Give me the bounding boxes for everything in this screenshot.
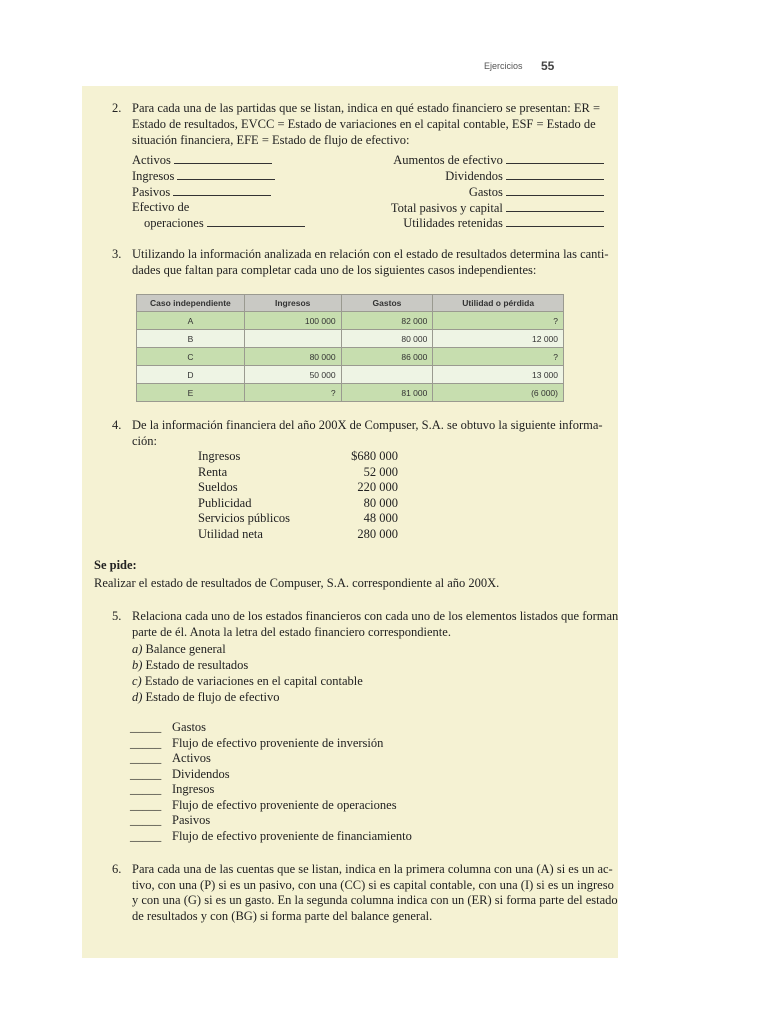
column-header: Gastos [341,295,433,312]
table-row [137,384,564,402]
ex5-item: _____ Pasivos [130,813,211,827]
ex4-label: Utilidad neta [198,527,263,541]
ex2-item-ingresos: Ingresos [132,168,275,185]
ex2-item-efectivo: Efectivo de [132,200,190,214]
ex6-number: 6. [112,862,122,876]
table-cell: 81 000 [341,384,433,402]
table-cell: 13 000 [433,366,564,384]
ex5-item: _____ Flujo de efectivo proveniente de inversión [130,736,384,750]
table-cell: E [137,384,245,402]
ex2-item-aumentos: Aumentos de efectivo [393,152,604,169]
ex6-line-3: y con una (G) si es un gasto. En la segunda columna indica con un (ER) si forma parte del estado [132,893,618,907]
table-cell: 82 000 [341,312,433,330]
table-cell: 50 000 [244,366,341,384]
ex2-line-2: Estado de resultados, EVCC = Estado de variaciones en el capital contable, ESF = Estado de [132,117,596,131]
ex5-line-2: parte de él. Anota la letra del estado financiero correspondiente. [132,625,451,639]
table-row [137,366,564,384]
table-cell: 80 000 [244,348,341,366]
ex4-label: Sueldos [198,480,238,494]
table-header-row [137,295,564,312]
table-cell: 86 000 [341,348,433,366]
column-header: Caso independiente [137,295,245,312]
ex5-item: _____ Flujo de efectivo proveniente de operaciones [130,798,397,812]
table-cell: C [137,348,245,366]
table-cell: A [137,312,245,330]
ex4-value: $680 000 [351,449,398,463]
ex2-line-1: Para cada una de las partidas que se listan, indica en qué estado financiero se presentan: ER = [132,101,600,115]
ex4-value: 220 000 [357,480,398,494]
table-cell: 12 000 [433,330,564,348]
ex2-number: 2. [112,101,122,115]
column-header: Utilidad o pérdida [433,295,564,312]
ex2-item-total: Total pasivos y capital [391,200,604,217]
ex2-item-utilidades: Utilidades retenidas [403,215,604,232]
se-pide-text: Realizar el estado de resultados de Compuser, S.A. correspondiente al año 200X. [94,576,500,590]
running-head: Ejercicios [484,61,523,71]
ex2-item-operaciones: operaciones [144,215,305,232]
ex5-line-1: Relaciona cada uno de los estados financieros con cada uno de los elementos listados que forman [132,609,619,623]
ex2-line-3: situación financiera, EFE = Estado de flujo de efectivo: [132,133,410,147]
table-cell: (6 000) [433,384,564,402]
table-cell: ? [433,312,564,330]
ex2-item-activos: Activos [132,152,272,169]
table-cell: B [137,330,245,348]
ex5-item: _____ Activos [130,751,211,765]
ex5-option: d) Estado de flujo de efectivo [132,690,280,704]
ex2-item-pasivos: Pasivos [132,184,271,201]
ex4-line-2: ción: [132,434,157,448]
ex5-option: a) Balance general [132,642,226,656]
table-cell: 80 000 [341,330,433,348]
ex4-label: Servicios públicos [198,511,291,525]
ex4-number: 4. [112,418,122,432]
table-row [137,330,564,348]
ex4-value: 52 000 [363,465,398,479]
ex4-value: 80 000 [363,496,398,510]
table-cell: D [137,366,245,384]
ex4-label: Renta [198,465,228,479]
table-cell [244,330,341,348]
ex5-item: _____ Flujo de efectivo proveniente de financiamiento [130,829,412,843]
ex5-option: b) Estado de resultados [132,658,249,672]
ex2-item-dividendos: Dividendos [445,168,604,185]
ex3-line-2: dades que faltan para completar cada uno de los siguientes casos independientes: [132,263,537,277]
ex5-item: _____ Ingresos [130,782,215,796]
ex4-label: Ingresos [198,449,241,463]
table-row [137,348,564,366]
ex4-line-1: De la información financiera del año 200X de Compuser, S.A. se obtuvo la siguiente informa- [132,418,603,432]
table-cell [341,366,433,384]
ex4-value: 48 000 [363,511,398,525]
ex4-label: Publicidad [198,496,252,510]
ex6-line-2: tivo, con una (P) si es un pasivo, con una (CC) si es capital contable, con una (I) si es un ingreso [132,878,614,892]
ex6-line-1: Para cada una de las cuentas que se listan, indica en la primera columna con una (A) si es un ac- [132,862,613,876]
table-row [137,312,564,330]
ex5-item: _____ Gastos [130,720,207,734]
page-number: 55 [541,59,555,73]
ex4-value: 280 000 [357,527,398,541]
ex3-line-1: Utilizando la información analizada en relación con el estado de resultados determina las canti- [132,247,609,261]
ex5-item: _____ Dividendos [130,767,230,781]
cases-table [136,294,564,402]
table-cell: ? [433,348,564,366]
ex5-option: c) Estado de variaciones en el capital contable [132,674,363,688]
se-pide-title: Se pide: [94,558,137,572]
ex5-number: 5. [112,609,122,623]
ex3-number: 3. [112,247,122,261]
ex2-item-gastos: Gastos [469,184,604,201]
table-cell: 100 000 [244,312,341,330]
column-header: Ingresos [244,295,341,312]
table-cell: ? [244,384,341,402]
ex6-line-4: de resultados y con (BG) si forma parte del balance general. [132,909,433,923]
